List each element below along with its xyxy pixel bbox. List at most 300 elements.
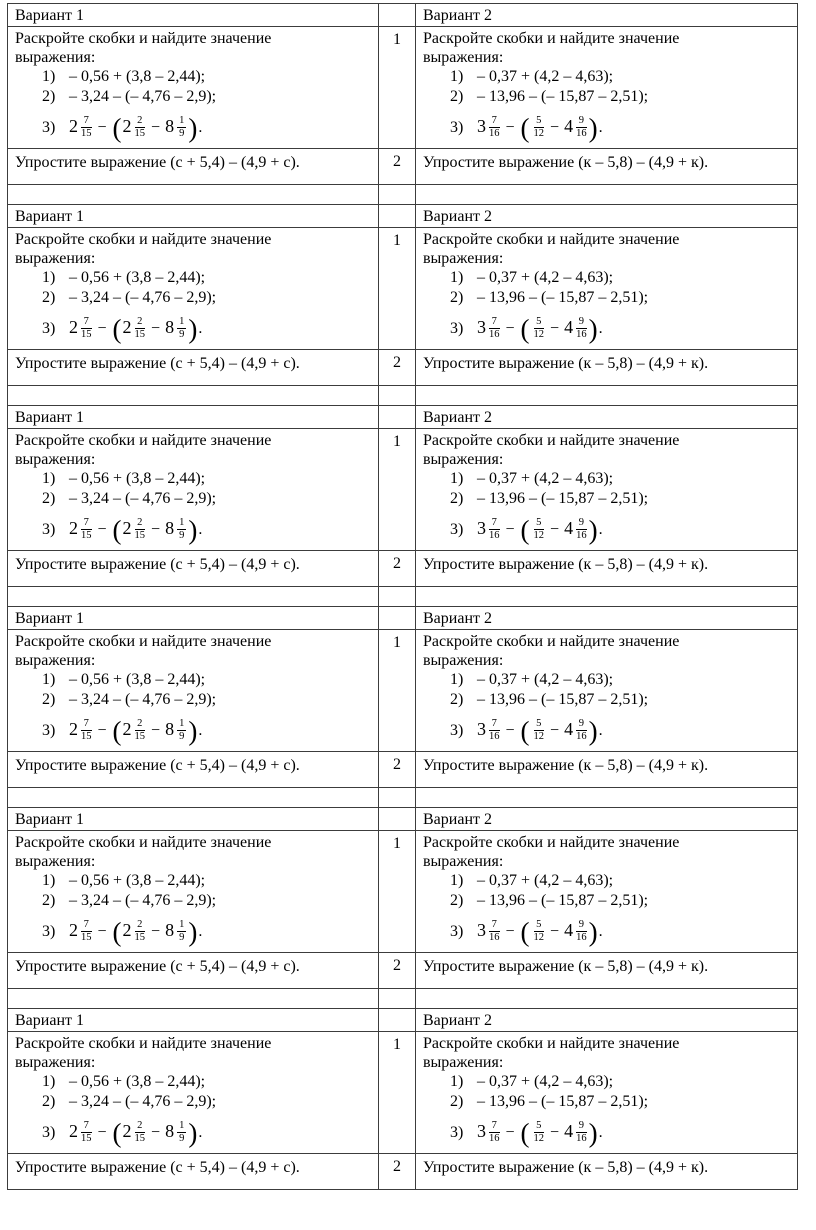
variant2-item-1 bbox=[423, 67, 793, 87]
fraction-denominator: 16 bbox=[489, 1133, 500, 1144]
fraction bbox=[81, 919, 92, 943]
variant2-item-3 bbox=[423, 511, 793, 547]
fraction bbox=[534, 115, 545, 139]
item-label: 1) bbox=[450, 671, 464, 688]
fraction-numerator: 7 bbox=[81, 919, 92, 932]
simplify-number-cell: 2 bbox=[379, 1154, 416, 1190]
spacer-cell bbox=[379, 386, 416, 406]
variant2-item-3 bbox=[423, 1114, 793, 1150]
header-row bbox=[8, 205, 798, 228]
fraction-numerator: 2 bbox=[135, 316, 146, 329]
math-expression bbox=[477, 715, 603, 746]
fraction-numerator: 5 bbox=[534, 517, 545, 530]
item-expression: – 0,56 + (3,8 – 2,44); bbox=[69, 269, 206, 286]
fraction-denominator: 16 bbox=[576, 530, 587, 541]
fraction-denominator: 15 bbox=[81, 932, 92, 943]
fraction bbox=[489, 517, 500, 541]
variant1-task-cell bbox=[8, 630, 379, 752]
fraction bbox=[534, 919, 545, 943]
fraction-denominator: 16 bbox=[576, 731, 587, 742]
fraction bbox=[576, 919, 587, 943]
variant1-task-title: Раскройте скобки и найдите значение выражения: bbox=[15, 1035, 272, 1071]
variant2-task-cell bbox=[416, 831, 798, 953]
math-expression bbox=[69, 1117, 203, 1148]
close-paren: ) bbox=[188, 313, 198, 344]
fraction bbox=[177, 316, 186, 340]
fraction bbox=[534, 1120, 545, 1144]
variant2-header: Вариант 2 bbox=[416, 406, 798, 429]
item-label: 3) bbox=[42, 722, 56, 739]
item-label: 2) bbox=[450, 88, 464, 105]
item-expression: – 13,96 – (– 15,87 – 2,51); bbox=[477, 490, 649, 507]
item-expression: – 0,37 + (4,2 – 4,63); bbox=[477, 671, 614, 688]
fraction-denominator: 12 bbox=[533, 932, 545, 943]
fraction bbox=[534, 718, 545, 742]
task-row bbox=[8, 27, 798, 149]
math-expression bbox=[477, 514, 603, 545]
item-label: 2) bbox=[42, 892, 56, 909]
spacer-cell bbox=[379, 788, 416, 808]
fraction bbox=[489, 316, 500, 340]
item-label: 2) bbox=[42, 691, 56, 708]
spacer-cell bbox=[8, 989, 379, 1009]
item-label: 1) bbox=[450, 1073, 464, 1090]
fraction-denominator: 9 bbox=[179, 128, 185, 139]
fraction-numerator: 7 bbox=[489, 718, 500, 731]
fraction-denominator: 15 bbox=[81, 731, 92, 742]
item-label: 2) bbox=[450, 490, 464, 507]
variant1-item-2 bbox=[15, 690, 374, 710]
simplify-row bbox=[8, 1154, 798, 1190]
fraction-denominator: 16 bbox=[576, 1133, 587, 1144]
item-label: 1) bbox=[42, 872, 56, 889]
spacer-cell bbox=[8, 587, 379, 607]
variant2-task-title: Раскройте скобки и найдите значение выражения: bbox=[423, 633, 680, 669]
item-expression: – 0,56 + (3,8 – 2,44); bbox=[69, 1073, 206, 1090]
worksheet-block bbox=[8, 406, 798, 607]
close-paren: ) bbox=[188, 1117, 198, 1148]
variant2-task-cell bbox=[416, 429, 798, 551]
fraction-numerator: 5 bbox=[534, 115, 545, 128]
fraction bbox=[135, 919, 146, 943]
variant2-header: Вариант 2 bbox=[416, 607, 798, 630]
spacer-cell bbox=[416, 386, 798, 406]
task-number-cell: 1 bbox=[379, 429, 416, 551]
worksheet-block bbox=[8, 607, 798, 808]
whole-number: 3 bbox=[477, 719, 486, 739]
fraction bbox=[576, 115, 587, 139]
simplify-number-cell: 2 bbox=[379, 752, 416, 788]
fraction bbox=[81, 115, 92, 139]
whole-number: 3 bbox=[477, 920, 486, 940]
fraction-numerator: 1 bbox=[179, 114, 185, 126]
minus-operator: − bbox=[151, 119, 161, 136]
minus-operator: − bbox=[97, 923, 107, 940]
whole-number: 4 bbox=[564, 1121, 574, 1141]
header-number-cell bbox=[379, 205, 416, 228]
item-label: 3) bbox=[42, 1124, 56, 1141]
minus-operator: − bbox=[505, 722, 515, 739]
minus-operator: − bbox=[97, 320, 107, 337]
minus-operator: − bbox=[151, 1124, 161, 1141]
fraction-numerator: 2 bbox=[135, 718, 146, 731]
open-paren: ( bbox=[112, 313, 122, 344]
variant2-item-1 bbox=[423, 268, 793, 288]
fraction bbox=[135, 1120, 146, 1144]
variant2-item-1 bbox=[423, 871, 793, 891]
fraction bbox=[576, 517, 587, 541]
fraction-numerator: 7 bbox=[489, 919, 500, 932]
variant1-item-1 bbox=[15, 67, 374, 87]
period: . bbox=[198, 923, 203, 940]
fraction bbox=[489, 718, 500, 742]
variant1-item-1 bbox=[15, 670, 374, 690]
spacer-cell bbox=[416, 788, 798, 808]
variant1-task-title: Раскройте скобки и найдите значение выражения: bbox=[15, 30, 272, 66]
fraction-numerator: 5 bbox=[534, 718, 545, 731]
math-expression bbox=[477, 112, 603, 143]
variant1-task-cell bbox=[8, 831, 379, 953]
open-paren: ( bbox=[520, 1117, 530, 1148]
item-expression: – 3,24 – (– 4,76 – 2,9); bbox=[69, 88, 217, 105]
variant1-item-2 bbox=[15, 891, 374, 911]
variant1-header: Вариант 1 bbox=[8, 4, 379, 27]
variant1-simplify-task: Упростите выражение (с + 5,4) – (4,9 + с). bbox=[8, 149, 379, 185]
variant2-header: Вариант 2 bbox=[416, 205, 798, 228]
close-paren: ) bbox=[588, 916, 598, 947]
whole-number: 8 bbox=[165, 719, 175, 739]
spacer-row bbox=[8, 185, 798, 205]
open-paren: ( bbox=[520, 514, 530, 545]
fraction-numerator: 9 bbox=[576, 517, 587, 530]
fraction-denominator: 15 bbox=[81, 128, 92, 139]
variant1-task-title: Раскройте скобки и найдите значение выражения: bbox=[15, 432, 272, 468]
variant1-item-1 bbox=[15, 469, 374, 489]
item-expression: – 13,96 – (– 15,87 – 2,51); bbox=[477, 289, 649, 306]
variant1-item-2 bbox=[15, 1092, 374, 1112]
variant2-task-cell bbox=[416, 1032, 798, 1154]
header-number-cell bbox=[379, 1009, 416, 1032]
minus-operator: − bbox=[505, 119, 515, 136]
variant2-simplify-task: Упростите выражение (к – 5,8) – (4,9 + к). bbox=[416, 953, 798, 989]
item-label: 1) bbox=[42, 68, 56, 85]
item-label: 2) bbox=[42, 88, 56, 105]
variant1-task-title: Раскройте скобки и найдите значение выражения: bbox=[15, 834, 272, 870]
variant1-item-3 bbox=[15, 511, 374, 547]
item-expression: – 3,24 – (– 4,76 – 2,9); bbox=[69, 289, 217, 306]
variant2-item-3 bbox=[423, 913, 793, 949]
open-paren: ( bbox=[520, 112, 530, 143]
variant2-simplify-task: Упростите выражение (к – 5,8) – (4,9 + к). bbox=[416, 551, 798, 587]
header-row bbox=[8, 808, 798, 831]
close-paren: ) bbox=[588, 1117, 598, 1148]
fraction-numerator: 5 bbox=[534, 919, 545, 932]
item-expression: – 0,37 + (4,2 – 4,63); bbox=[477, 872, 614, 889]
fraction-numerator: 7 bbox=[81, 1120, 92, 1133]
fraction bbox=[135, 718, 146, 742]
period: . bbox=[598, 923, 603, 940]
variant2-item-2 bbox=[423, 87, 793, 107]
variant1-simplify-task: Упростите выражение (с + 5,4) – (4,9 + с). bbox=[8, 1154, 379, 1190]
minus-operator: − bbox=[550, 923, 560, 940]
period: . bbox=[198, 320, 203, 337]
item-label: 1) bbox=[450, 269, 464, 286]
variant2-item-3 bbox=[423, 712, 793, 748]
variant1-task-title: Раскройте скобки и найдите значение выражения: bbox=[15, 231, 272, 267]
fraction-denominator: 16 bbox=[576, 329, 587, 340]
minus-operator: − bbox=[550, 320, 560, 337]
fraction bbox=[135, 115, 146, 139]
fraction-numerator: 2 bbox=[135, 919, 146, 932]
item-label: 3) bbox=[450, 722, 464, 739]
task-number-cell: 1 bbox=[379, 27, 416, 149]
minus-operator: − bbox=[97, 521, 107, 538]
fraction-denominator: 16 bbox=[489, 932, 500, 943]
item-label: 1) bbox=[42, 1073, 56, 1090]
variant1-task-cell bbox=[8, 27, 379, 149]
fraction-numerator: 5 bbox=[534, 1120, 545, 1133]
open-paren: ( bbox=[112, 1117, 122, 1148]
minus-operator: − bbox=[550, 119, 560, 136]
open-paren: ( bbox=[520, 715, 530, 746]
math-expression bbox=[69, 313, 203, 344]
fraction-denominator: 9 bbox=[179, 932, 185, 943]
variant2-item-2 bbox=[423, 891, 793, 911]
variant1-item-3 bbox=[15, 712, 374, 748]
whole-number: 2 bbox=[122, 116, 132, 136]
variant1-item-3 bbox=[15, 1114, 374, 1150]
whole-number: 3 bbox=[477, 116, 486, 136]
whole-number: 3 bbox=[477, 518, 486, 538]
spacer-cell bbox=[416, 989, 798, 1009]
math-expression bbox=[477, 313, 603, 344]
spacer-cell bbox=[8, 386, 379, 406]
fraction-denominator: 16 bbox=[489, 731, 500, 742]
variant2-task-title: Раскройте скобки и найдите значение выражения: bbox=[423, 432, 680, 468]
spacer-cell bbox=[416, 587, 798, 607]
fraction-denominator: 15 bbox=[134, 731, 146, 742]
fraction-numerator: 2 bbox=[135, 517, 146, 530]
item-expression: – 13,96 – (– 15,87 – 2,51); bbox=[477, 88, 649, 105]
variant2-simplify-task: Упростите выражение (к – 5,8) – (4,9 + к). bbox=[416, 149, 798, 185]
open-paren: ( bbox=[112, 112, 122, 143]
worksheet-block bbox=[8, 808, 798, 1009]
fraction-denominator: 16 bbox=[489, 530, 500, 541]
spacer-cell bbox=[416, 185, 798, 205]
fraction-denominator: 15 bbox=[81, 1133, 92, 1144]
whole-number: 4 bbox=[564, 719, 574, 739]
whole-number: 3 bbox=[477, 1121, 486, 1141]
task-row bbox=[8, 831, 798, 953]
task-number-cell: 1 bbox=[379, 228, 416, 350]
whole-number: 2 bbox=[122, 920, 132, 940]
fraction-numerator: 9 bbox=[576, 115, 587, 128]
close-paren: ) bbox=[188, 112, 198, 143]
item-label: 3) bbox=[450, 320, 464, 337]
fraction-denominator: 12 bbox=[533, 1133, 545, 1144]
math-expression bbox=[477, 916, 603, 947]
minus-operator: − bbox=[505, 320, 515, 337]
fraction-denominator: 9 bbox=[179, 1133, 185, 1144]
task-row bbox=[8, 429, 798, 551]
item-expression: – 3,24 – (– 4,76 – 2,9); bbox=[69, 1093, 217, 1110]
fraction bbox=[177, 517, 186, 541]
simplify-number-cell: 2 bbox=[379, 149, 416, 185]
item-expression: – 0,37 + (4,2 – 4,63); bbox=[477, 269, 614, 286]
period: . bbox=[598, 1124, 603, 1141]
period: . bbox=[598, 119, 603, 136]
variant1-item-2 bbox=[15, 489, 374, 509]
fraction bbox=[81, 1120, 92, 1144]
variant2-header: Вариант 2 bbox=[416, 808, 798, 831]
variant1-simplify-task: Упростите выражение (с + 5,4) – (4,9 + с). bbox=[8, 953, 379, 989]
item-expression: – 0,56 + (3,8 – 2,44); bbox=[69, 671, 206, 688]
minus-operator: − bbox=[97, 1124, 107, 1141]
fraction-numerator: 7 bbox=[81, 115, 92, 128]
fraction-denominator: 9 bbox=[179, 731, 185, 742]
header-row bbox=[8, 406, 798, 429]
variant2-task-title: Раскройте скобки и найдите значение выражения: bbox=[423, 30, 680, 66]
minus-operator: − bbox=[151, 722, 161, 739]
item-label: 3) bbox=[450, 923, 464, 940]
whole-number: 2 bbox=[69, 719, 78, 739]
item-label: 3) bbox=[42, 119, 56, 136]
open-paren: ( bbox=[112, 916, 122, 947]
open-paren: ( bbox=[112, 715, 122, 746]
period: . bbox=[198, 119, 203, 136]
task-row bbox=[8, 228, 798, 350]
header-row bbox=[8, 4, 798, 27]
fraction-denominator: 12 bbox=[533, 128, 545, 139]
variant1-item-1 bbox=[15, 871, 374, 891]
item-expression: – 0,56 + (3,8 – 2,44); bbox=[69, 872, 206, 889]
period: . bbox=[598, 320, 603, 337]
whole-number: 2 bbox=[122, 1121, 132, 1141]
whole-number: 2 bbox=[122, 518, 132, 538]
item-label: 3) bbox=[42, 320, 56, 337]
item-label: 3) bbox=[42, 521, 56, 538]
period: . bbox=[198, 722, 203, 739]
variant1-task-cell bbox=[8, 429, 379, 551]
period: . bbox=[598, 521, 603, 538]
variant1-header: Вариант 1 bbox=[8, 205, 379, 228]
variant1-simplify-task: Упростите выражение (с + 5,4) – (4,9 + с). bbox=[8, 752, 379, 788]
variant1-item-1 bbox=[15, 1072, 374, 1092]
close-paren: ) bbox=[588, 514, 598, 545]
spacer-row bbox=[8, 386, 798, 406]
whole-number: 8 bbox=[165, 116, 175, 136]
spacer-row bbox=[8, 587, 798, 607]
spacer-cell bbox=[379, 989, 416, 1009]
item-label: 3) bbox=[450, 521, 464, 538]
item-label: 1) bbox=[450, 872, 464, 889]
fraction-denominator: 16 bbox=[489, 329, 500, 340]
fraction bbox=[177, 919, 186, 943]
fraction-denominator: 16 bbox=[489, 128, 500, 139]
header-number-cell bbox=[379, 406, 416, 429]
close-paren: ) bbox=[588, 112, 598, 143]
variant2-item-1 bbox=[423, 670, 793, 690]
spacer-cell bbox=[8, 788, 379, 808]
item-label: 2) bbox=[450, 1093, 464, 1110]
item-label: 3) bbox=[42, 923, 56, 940]
minus-operator: − bbox=[151, 923, 161, 940]
fraction-denominator: 9 bbox=[179, 530, 185, 541]
spacer-cell bbox=[379, 185, 416, 205]
whole-number: 2 bbox=[122, 317, 132, 337]
close-paren: ) bbox=[588, 715, 598, 746]
spacer-row bbox=[8, 788, 798, 808]
worksheet-block bbox=[8, 1009, 798, 1190]
item-label: 1) bbox=[450, 68, 464, 85]
item-label: 2) bbox=[450, 691, 464, 708]
header-number-cell bbox=[379, 4, 416, 27]
fraction-denominator: 15 bbox=[81, 530, 92, 541]
fraction-numerator: 2 bbox=[135, 115, 146, 128]
fraction bbox=[576, 1120, 587, 1144]
whole-number: 4 bbox=[564, 518, 574, 538]
task-row bbox=[8, 1032, 798, 1154]
item-label: 1) bbox=[42, 671, 56, 688]
variant1-item-3 bbox=[15, 913, 374, 949]
fraction-numerator: 7 bbox=[81, 517, 92, 530]
fraction bbox=[177, 115, 186, 139]
fraction-denominator: 9 bbox=[179, 329, 185, 340]
whole-number: 8 bbox=[165, 1121, 175, 1141]
fraction-numerator: 9 bbox=[576, 316, 587, 329]
fraction-numerator: 7 bbox=[81, 316, 92, 329]
whole-number: 2 bbox=[69, 116, 78, 136]
fraction-denominator: 16 bbox=[576, 128, 587, 139]
item-expression: – 0,37 + (4,2 – 4,63); bbox=[477, 68, 614, 85]
variant2-item-3 bbox=[423, 310, 793, 346]
whole-number: 2 bbox=[122, 719, 132, 739]
fraction-numerator: 7 bbox=[489, 316, 500, 329]
item-expression: – 0,37 + (4,2 – 4,63); bbox=[477, 470, 614, 487]
minus-operator: − bbox=[505, 1124, 515, 1141]
fraction-numerator: 9 bbox=[576, 718, 587, 731]
close-paren: ) bbox=[188, 916, 198, 947]
minus-operator: − bbox=[505, 521, 515, 538]
item-expression: – 0,37 + (4,2 – 4,63); bbox=[477, 1073, 614, 1090]
fraction-numerator: 9 bbox=[576, 919, 587, 932]
whole-number: 4 bbox=[564, 920, 574, 940]
item-expression: – 0,56 + (3,8 – 2,44); bbox=[69, 68, 206, 85]
fraction bbox=[135, 517, 146, 541]
fraction-numerator: 1 bbox=[179, 717, 185, 729]
item-label: 1) bbox=[42, 470, 56, 487]
math-expression bbox=[69, 514, 203, 545]
whole-number: 4 bbox=[564, 116, 574, 136]
fraction bbox=[81, 718, 92, 742]
open-paren: ( bbox=[520, 916, 530, 947]
header-number-cell bbox=[379, 808, 416, 831]
variant1-header: Вариант 1 bbox=[8, 1009, 379, 1032]
variant2-task-title: Раскройте скобки и найдите значение выражения: bbox=[423, 231, 680, 267]
fraction-numerator: 1 bbox=[179, 918, 185, 930]
fraction bbox=[489, 1120, 500, 1144]
item-label: 1) bbox=[450, 470, 464, 487]
spacer-cell bbox=[379, 587, 416, 607]
fraction-numerator: 1 bbox=[179, 315, 185, 327]
fraction-denominator: 15 bbox=[134, 530, 146, 541]
spacer-row bbox=[8, 989, 798, 1009]
item-label: 2) bbox=[450, 289, 464, 306]
simplify-row bbox=[8, 953, 798, 989]
simplify-number-cell: 2 bbox=[379, 551, 416, 587]
fraction-denominator: 15 bbox=[134, 1133, 146, 1144]
fraction-denominator: 15 bbox=[134, 128, 146, 139]
